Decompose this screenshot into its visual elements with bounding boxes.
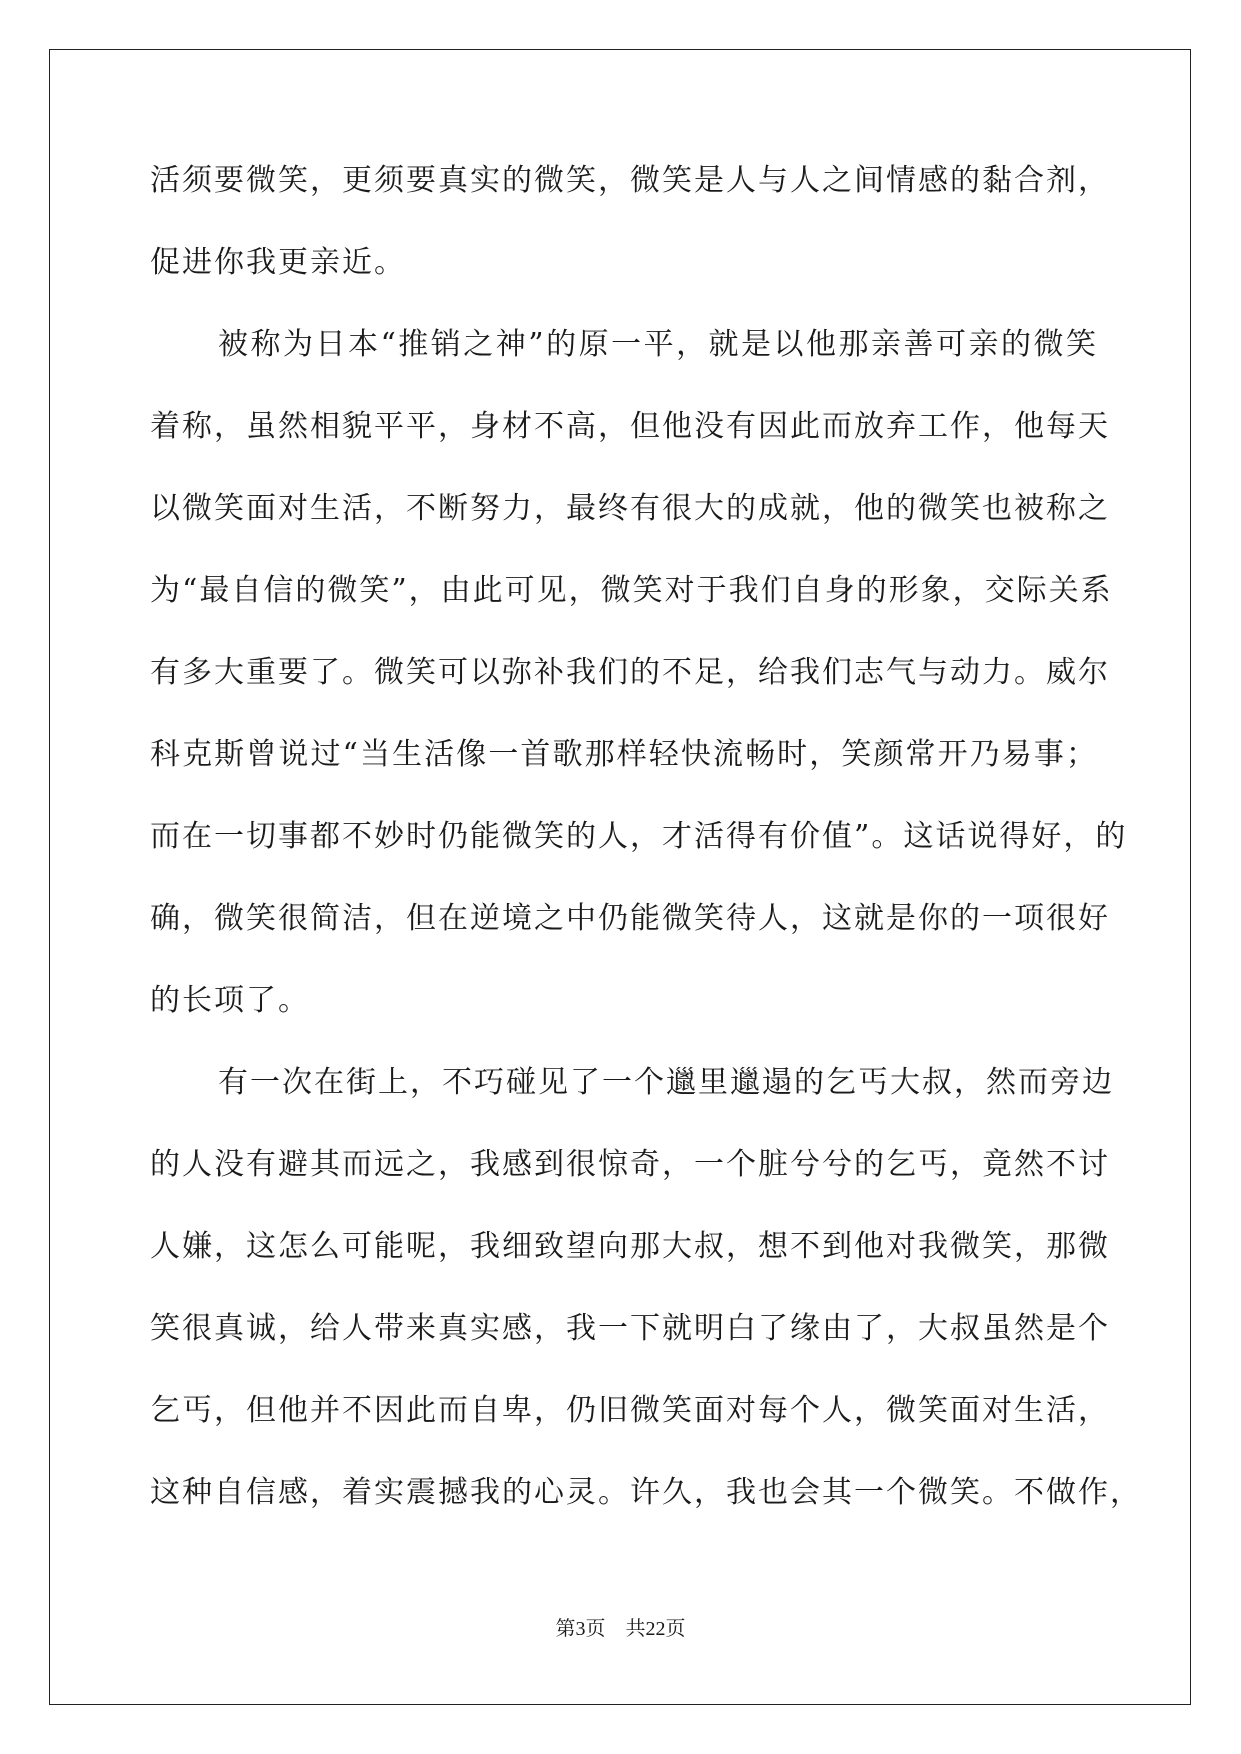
- text-line: 有多大重要了。微笑可以弥补我们的不足，给我们志气与动力。威尔: [150, 655, 1110, 690]
- text-line: 活须要微笑，更须要真实的微笑，微笑是人与人之间情感的黏合剂，: [150, 163, 1110, 198]
- paragraph-first-line: 有一次在街上，不巧碰见了一个邋里邋遢的乞丐大叔，然而旁边: [218, 1065, 1114, 1100]
- text-line: 以微笑面对生活，不断努力，最终有很大的成就，他的微笑也被称之: [150, 491, 1110, 526]
- text-line: 乞丐，但他并不因此而自卑，仍旧微笑面对每个人，微笑面对生活，: [150, 1393, 1110, 1428]
- text-line: 的长项了。: [150, 983, 310, 1018]
- paragraph-first-line: 被称为日本“推销之神”的原一平，就是以他那亲善可亲的微笑: [218, 327, 1098, 362]
- page-number-footer: 第3页 共22页: [555, 1618, 686, 1640]
- text-line: 促进你我更亲近。: [150, 245, 406, 280]
- text-line: 笑很真诚，给人带来真实感，我一下就明白了缘由了，大叔虽然是个: [150, 1311, 1110, 1346]
- text-line: 着称，虽然相貌平平，身材不高，但他没有因此而放弃工作，他每天: [150, 409, 1110, 444]
- text-line: 科克斯曾说过“当生活像一首歌那样轻快流畅时，笑颜常开乃易事；: [150, 737, 1098, 772]
- text-line: 这种自信感，着实震撼我的心灵。许久，我也会其一个微笑。不做作，: [150, 1475, 1142, 1510]
- text-line: 为“最自信的微笑”，由此可见，微笑对于我们自身的形象，交际关系: [150, 573, 1113, 608]
- text-line: 确，微笑很简洁，但在逆境之中仍能微笑待人，这就是你的一项很好: [150, 901, 1110, 936]
- text-line: 而在一切事都不妙时仍能微笑的人，才活得有价值”。这话说得好，的: [150, 819, 1128, 854]
- text-line: 人嫌，这怎么可能呢，我细致望向那大叔，想不到他对我微笑，那微: [150, 1229, 1110, 1264]
- document-body: [150, 140, 1142, 1534]
- text-line: 的人没有避其而远之，我感到很惊奇，一个脏兮兮的乞丐，竟然不讨: [150, 1147, 1110, 1182]
